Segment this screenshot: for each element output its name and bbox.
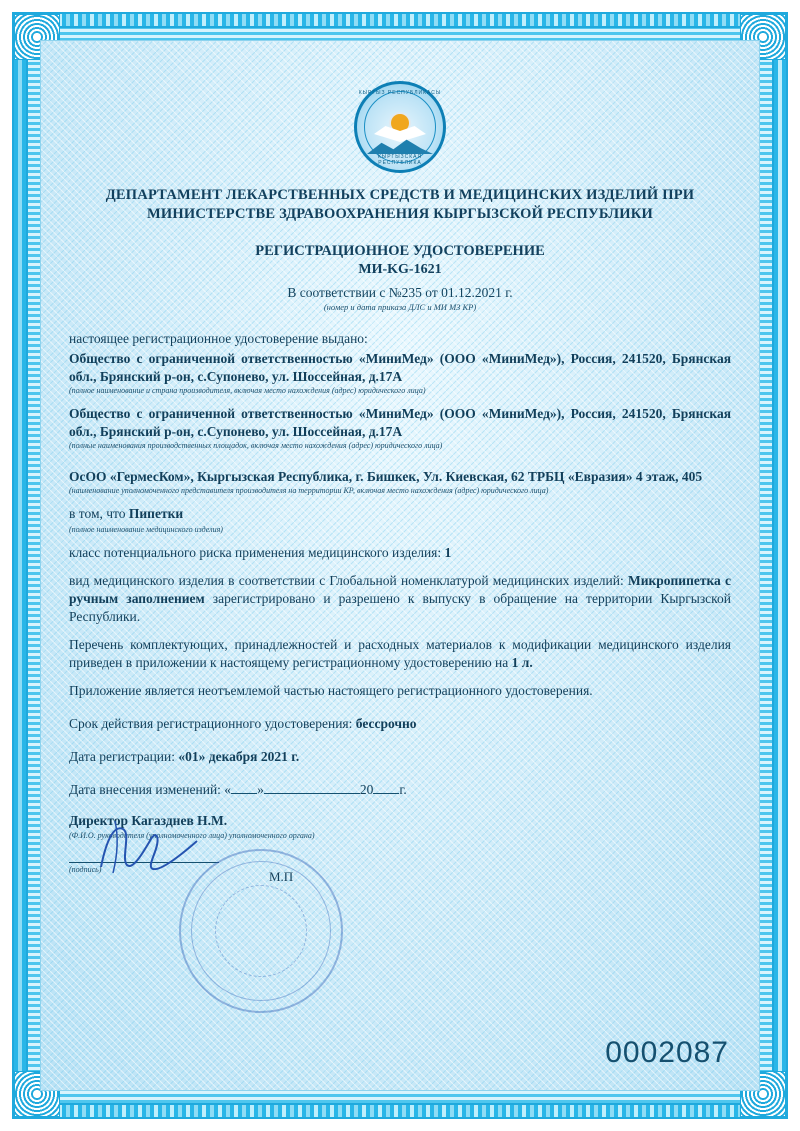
changes-suffix: г. — [399, 782, 407, 797]
state-emblem-container — [69, 81, 731, 178]
production-site-value: Общество с ограниченной ответственностью «МиниМед» (ООО «МиниМед»), Россия, 241520, Брянская обл., Брянский р-он, с.Супонево, ул. Шоссейная, д.17А — [69, 406, 731, 439]
nomenclature-value: Микропипетка с ручным заполнением — [69, 573, 732, 606]
director-name: Директор Кагазднев Н.М. — [69, 813, 228, 828]
annex-line — [69, 636, 731, 672]
authorized-representative-value: ОсОО «ГермесКом», Кыргызская Республика, г. Бишкек, Ул. Киевская, 62 ТРБЦ «Евразия» 4 этаж, 405 — [69, 469, 703, 484]
risk-class-label: класс потенциального риска применения медицинского изделия: — [69, 545, 442, 560]
issued-to-label: настоящее регистрационное удостоверение выдано: — [69, 331, 368, 346]
product-prefix: в том, что — [69, 506, 126, 521]
order-reference-line: В соответствии с №235 от 01.12.2021 г. — [287, 285, 513, 300]
document-number: МИ-KG-1621 — [358, 262, 442, 277]
nomenclature-prefix: вид медицинского изделия в соответствии с Глобальной номенклатурой медицинских изделий: — [69, 573, 624, 588]
document-title: РЕГИСТРАЦИОННОЕ УДОСТОВЕРЕНИЕ — [255, 243, 545, 259]
changes-day-blank — [231, 781, 257, 794]
signature-block — [69, 813, 731, 933]
changes-month-blank — [264, 781, 360, 794]
guilloche-content-area — [40, 40, 760, 1091]
registration-date-value: «01» декабря 2021 г. — [178, 749, 300, 764]
production-site-caption: (полные наименования производственных площадок, включая место нахождения (адрес) юридического лица) — [69, 441, 443, 450]
nomenclature-suffix: зарегистрировано и разрешено к выпуску в обращение на территории Кыргызской Республики. — [69, 591, 732, 624]
changes-year-blank — [373, 781, 399, 794]
signature-caption: (подпись) — [69, 865, 102, 874]
seal-label: М.П — [269, 869, 294, 884]
emblem-bottom-text: КЫРГЫЗСКАЯ РЕСПУБЛИКА — [377, 154, 423, 166]
annex-pages: 1 л. — [511, 655, 533, 670]
registration-date-label: Дата регистрации: — [69, 749, 176, 764]
product-line — [69, 505, 731, 523]
changes-date-line — [69, 781, 731, 799]
changes-date-label: Дата внесения изменений: « — [69, 782, 232, 797]
annex-text-1: Перечень комплектующих, принадлежностей и расходных материалов к модификации медицинского изделия приведен в приложении к настоящему регистрационному удостоверению на — [69, 637, 731, 670]
kyrgyz-state-emblem-icon — [354, 81, 446, 173]
registration-date-line — [69, 748, 731, 766]
nomenclature-line — [69, 572, 731, 626]
director-caption: (Ф.И.О. руководителя (уполномоченного лица) уполномоченного органа) — [69, 831, 315, 840]
official-round-seal-icon — [179, 849, 343, 1013]
annex-part-statement: Приложение является неотъемлемой частью настоящего регистрационного удостоверения. — [69, 683, 593, 698]
validity-value: бессрочно — [355, 716, 417, 731]
product-caption: (полное наименование медицинского изделия) — [69, 525, 223, 534]
document-body — [69, 330, 731, 933]
validity-line — [69, 715, 731, 733]
risk-class-line — [69, 544, 731, 562]
manufacturer-caption: (полное наименование и страна производителя, включая место нахождения (адрес) юридического лица) — [69, 386, 426, 395]
order-reference-caption: (номер и дата приказа ДЛС и МИ МЗ КР) — [323, 302, 477, 312]
department-title: ДЕПАРТАМЕНТ ЛЕКАРСТВЕННЫХ СРЕДСТВ И МЕДИЦИНСКИХ ИЗДЕЛИЙ ПРИ МИНИСТЕРСТВЕ ЗДРАВООХРАНЕНИЯ КЫРГЫЗСКОЙ РЕСПУБЛИКИ — [105, 187, 695, 222]
emblem-top-text: КЫРГЫЗ РЕСПУБЛИКАСЫ — [358, 90, 442, 96]
changes-quote: » — [257, 782, 264, 797]
risk-class-value: 1 — [444, 545, 452, 560]
signature-line — [69, 862, 219, 863]
serial-number: 0002087 — [605, 1036, 729, 1069]
validity-label: Срок действия регистрационного удостоверения: — [69, 716, 353, 731]
authorized-representative-caption: (наименование уполномоченного представителя производителя на территории КР, включая место нахождения (адрес) юридического лица) — [69, 486, 549, 495]
product-name: Пипетки — [128, 506, 184, 521]
manufacturer-value: Общество с ограниченной ответственностью «МиниМед» (ООО «МиниМед»), Россия, 241520, Брянская обл., Брянский р-он, с.Супонево, ул. Шоссейная, д.17А — [69, 351, 731, 384]
changes-year: 20 — [359, 782, 374, 797]
